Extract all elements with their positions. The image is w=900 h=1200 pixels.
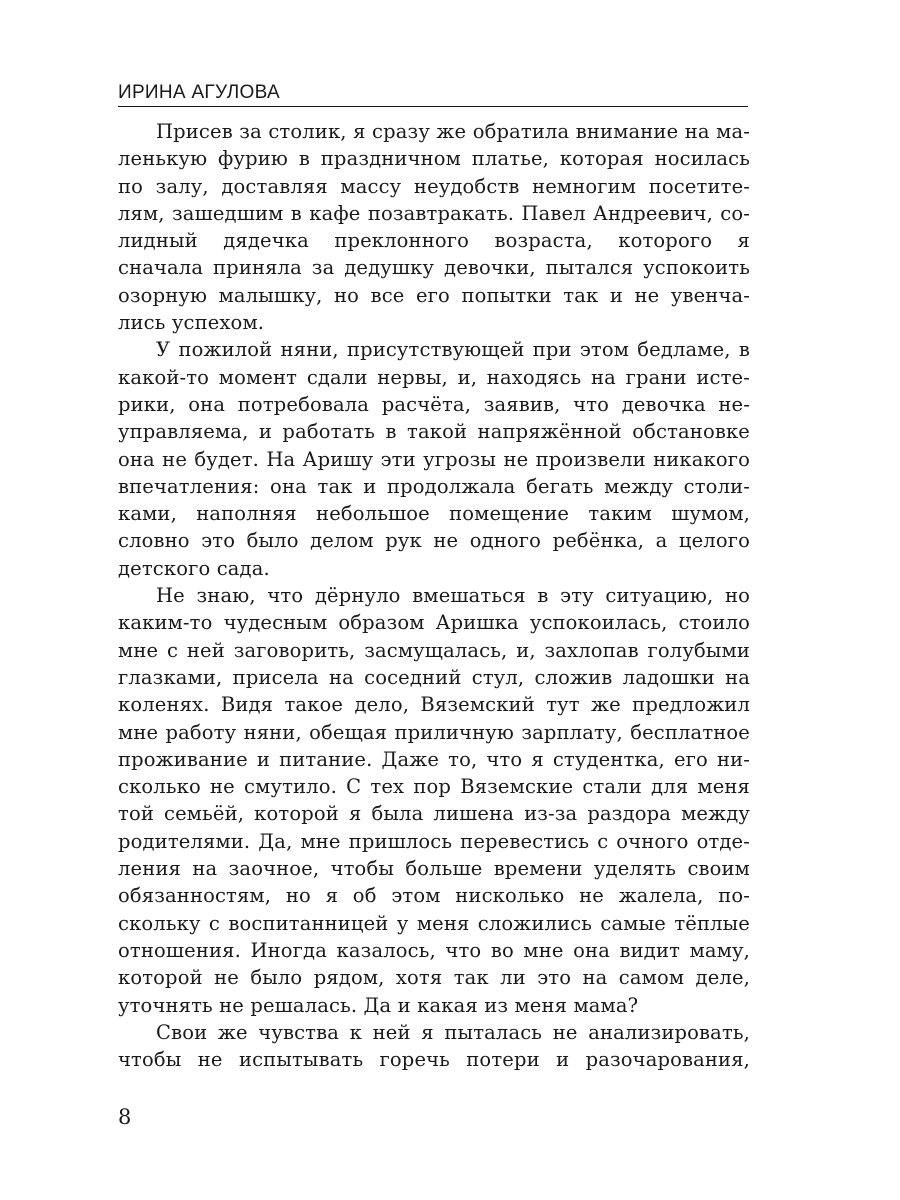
text-line: Не знаю, что дёрнуло вмешаться в эту ситуацию, но (156, 584, 750, 608)
text-line: глазками, присела на соседний стул, сложив ладошки на (118, 665, 750, 689)
text-line: уточнять не решалась. Да и какая из меня мама? (118, 993, 639, 1017)
running-head-author: ИРИНА АГУЛОВА (118, 82, 280, 103)
paragraph (118, 336, 750, 582)
text-line: той семьёй, которой я была лишена из-за раздора между (118, 802, 750, 826)
text-line: рики, она потребовала расчёта, заявив, что девочка не- (118, 392, 750, 416)
text-line: У пожилой няни, присутствующей при этом бедламе, в (156, 338, 750, 362)
text-line: какой-то момент сдали нервы, и, находясь на грани исте- (118, 365, 750, 389)
text-line: сколько не смутило. С тех пор Вяземские стали для меня (118, 775, 750, 799)
text-line: Свои же чувства к ней я пыталась не анализировать, (156, 1020, 750, 1044)
text-line: Присев за столик, я сразу же обратила внимание на ма- (156, 120, 750, 143)
text-line: которой не было рядом, хотя так ли это на самом деле, (118, 966, 750, 990)
text-line: мне работу няни, обещая приличную зарплату, бесплатное (118, 720, 750, 744)
text-line: словно это было делом рук не одного ребёнка, а целого (118, 529, 750, 553)
text-line: впечатления: она так и продолжала бегать между столи- (118, 474, 750, 498)
text-line: обязанностям, но я об этом нисколько не жалела, по- (118, 884, 750, 908)
text-line: чтобы не испытывать горечь потери и разочарования, (118, 1048, 750, 1072)
text-line: скольку с воспитанницей у меня сложились самые тёплые (118, 911, 750, 935)
text-line: детского сада. (118, 556, 270, 580)
paragraph (118, 582, 750, 1019)
header-rule (118, 106, 748, 107)
paragraph (118, 1019, 750, 1074)
text-line: родителями. Да, мне пришлось перевестись с очного отде- (118, 829, 750, 853)
text-line: лям, зашедшим в кафе позавтракать. Павел Андреевич, со- (118, 201, 750, 225)
text-line: коленях. Видя такое дело, Вяземский тут же предложил (118, 693, 750, 717)
text-line: она не будет. На Аришу эти угрозы не произвели никакого (118, 447, 750, 471)
text-line: отношения. Иногда казалось, что во мне она видит маму, (118, 938, 750, 962)
text-line: управляема, и работать в такой напряжённой обстановке (118, 420, 750, 444)
text-line: каким-то чудесным образом Аришка успокоилась, стоило (118, 611, 750, 635)
text-line: по залу, доставляя массу неудобств немногим посетите- (118, 174, 750, 198)
text-line: мне с ней заговорить, засмущалась, и, захлопав голубыми (118, 638, 750, 662)
text-line: ками, наполняя небольшое помещение таким шумом, (118, 502, 750, 526)
paragraph (118, 118, 750, 336)
text-line: озорную малышку, но все его попытки так и не увенча- (118, 283, 750, 307)
body-text (118, 118, 750, 1073)
text-line: ленькую фурию в праздничном платье, которая носилась (118, 147, 750, 171)
text-line: ления на заочное, чтобы больше времени уделять своим (118, 857, 750, 881)
text-line: лидный дядечка преклонного возраста, которого я (118, 229, 750, 253)
text-line: сначала приняла за дедушку девочки, пытался успокоить (118, 256, 750, 280)
page-number: 8 (118, 1105, 132, 1129)
text-line: проживание и питание. Даже то, что я студентка, его ни- (118, 747, 750, 771)
text-line: лись успехом. (118, 311, 265, 335)
